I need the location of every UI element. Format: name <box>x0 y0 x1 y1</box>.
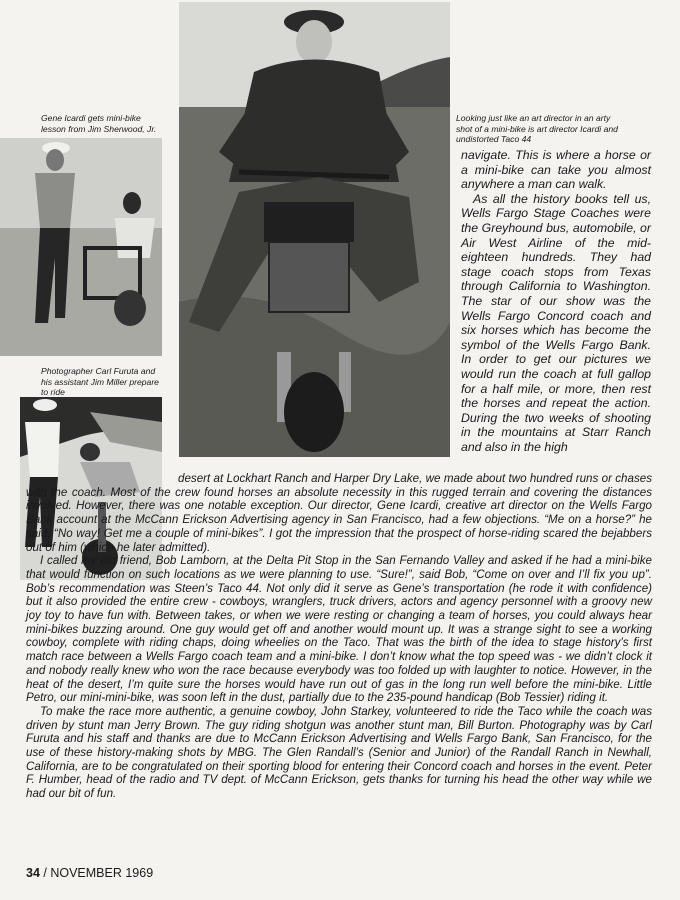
lesson-caption: Gene Icardi gets mini-bike lesson from Jim Sherwood, Jr. <box>41 113 157 134</box>
photographer-caption: Photographer Carl Furuta and his assistant Jim Miller prepare to ride <box>41 366 159 397</box>
issue-date: / NOVEMBER 1969 <box>39 866 154 880</box>
page-folio <box>26 866 153 880</box>
main-minibike-photo <box>179 2 450 457</box>
main-photo-caption: Looking just like an art director in an arty shot of a mini-bike is art director Icardi and undistorted Taco 44 <box>456 113 618 144</box>
article-paragraph: To make the race more authentic, a genuine cowboy, John Starkey, volunteered to ride the Taco while the coach was driven by stunt man Jerry Brown. The guy riding shotgun was another stunt man, Bill Burton. Photography was by Carl Furuta and his staff and thanks are due to McCann Erickson Advertising and Wells Fargo Bank, San Francisco, for the use of these history-making shots by MBG. The Glen Randall’s (Senior and Junior) of the Randall Ranch in Newhall, California, are to be congratulated on their sporting blood for entering their Concord coach and horses in the event. Peter F. Humber, head of the radio and TV dept. of McCann Erickson, gets thanks for turning his head the other way while we had our bit of fun. <box>26 704 652 801</box>
article-paragraph: I called my old friend, Bob Lamborn, at the Delta Pit Stop in the San Fernando Valley and asked if he had a mini-bike that would function on such locations as we were planning to use. “Sure!”, said Bob, “Come on over and I’ll fix you up”. Bob’s recommendation was Steen’s Taco 44. Not only did it serve as Gene’s transportation (he rode it with confidence) but it also provided the entire crew - cowboys, wranglers, truck drivers, actors and agency personnel with a groovy new joy toy to have fun with. Between takes, or when we were resting or changing a team of horses, you could always hear mini-bikes buzzing around. One guy would get off and another would mount up. It was a strange sight to see a working cowboy, complete with riding chaps, doing wheelies on the Taco. That was the birth of the idea to stage history’s first match race between a Wells Fargo coach team and a mini-bike. I don’t know what the top speed was - we didn’t clock it and nobody really knew who won the race because everybody was too folded up with laughter to notice. However, in the heat of the desert, I’m quite sure the horses would have run out of gas in the long run well before the mini-bike. Little Petro, our mini-mini-bike, was soon left in the dust, partially due to the 235-pound handicap (Bob Tessier) riding it. <box>26 554 652 705</box>
article-full-width-text <box>26 472 652 801</box>
article-right-column <box>461 148 651 454</box>
article-continuation: desert at Lockhart Ranch and Harper Dry Lake, we made about two hundred runs or chases with the coach. Most of the crew found horses an absolute necessity in this rugged terrain and covering the distances involved. However, there was one notable exception. Our director, Gene Icardi, creative art director on the Wells Fargo Bank account at the McCann Erickson Advertising agency in San Francisco, had a few objections. “Me on a horse?” he said, “No way! Get me a couple of mini-bikes”. I got the impression that the prospect of horse-riding scared the bejabbers out of him (which he later admitted). <box>26 472 652 554</box>
article-paragraph: navigate. This is where a horse or a mini-bike can take you almost anywhere a man can walk. <box>461 148 651 192</box>
page-number: 34 <box>26 866 40 880</box>
article-paragraph: As all the history books tell us, Wells Fargo Stage Coaches were the Greyhound bus, automobile, or Air West Airline of the mid-eighteen hundreds. They had stage coach stops from Texas through California to Washington. The star of our show was the Wells Fargo Concord coach and six horses which has become the symbol of the Wells Fargo Bank. In order to get our pictures we would run the coach at full gallop for a half mile, or more, then rest the horses and repeat the action. During the two weeks of shooting in the mountains at Starr Ranch and also in the high <box>461 191 651 454</box>
lesson-photo <box>0 138 162 356</box>
